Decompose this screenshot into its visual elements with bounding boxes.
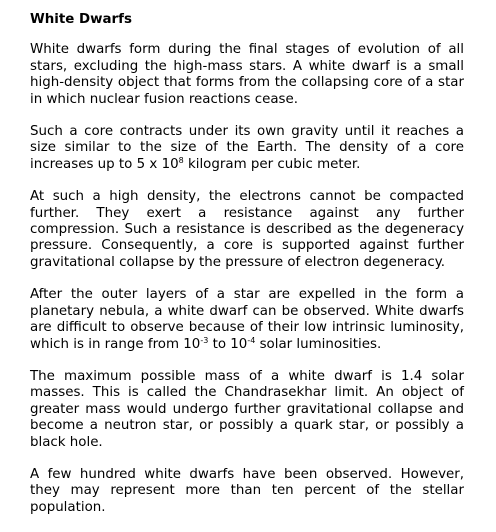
paragraph-formation: White dwarfs form during the final stages of evolution of all stars, excluding the high-mass stars. A white dwarf is a small high-density object that forms from the collapsing core of a star in which nuclear fusion reactions cease.	[30, 42, 464, 107]
luminosity-exponent-low: -3	[200, 335, 209, 345]
paragraph-chandrasekhar: The maximum possible mass of a white dwarf is 1.4 solar masses. This is called the Chandrasekhar limit. An object of greater mass would undergo further gravitational collapse and become a neutron star, or possibly a quark star, or possibly a black hole.	[30, 368, 464, 450]
paragraph-density	[30, 124, 464, 173]
paragraph-observation-unit: solar luminosities.	[255, 336, 382, 352]
paragraph-density-unit: kilogram per cubic meter.	[183, 156, 361, 172]
document	[30, 12, 464, 532]
paragraph-observation-middle: to 10	[208, 336, 248, 352]
paragraph-density-text: Such a core contracts under its own gravity until it reaches a size similar to the size of the Earth. The density of a core increases up to 5 x 10	[30, 124, 464, 172]
luminosity-exponent-high: -4	[247, 335, 256, 345]
paragraph-degeneracy: At such a high density, the electrons cannot be compacted further. They exert a resistance against any further compression. Such a resistance is described as the degeneracy pressure. Consequently, a core is supported against further gravitational collapse by the pressure of electron degeneracy.	[30, 189, 464, 270]
density-exponent: 8	[178, 155, 184, 165]
paragraph-observation	[30, 287, 464, 353]
page-title: White Dwarfs	[30, 12, 132, 27]
paragraph-observation-text: After the outer layers of a star are expelled in the form a planetary nebula, a white dwarf can be observed. White dwarfs are difficult to observe because of their low intrinsic luminosity, which is in range from 10	[30, 287, 464, 352]
paragraph-population: A few hundred white dwarfs have been observed. However, they may represent more than ten percent of the stellar population.	[30, 466, 464, 515]
